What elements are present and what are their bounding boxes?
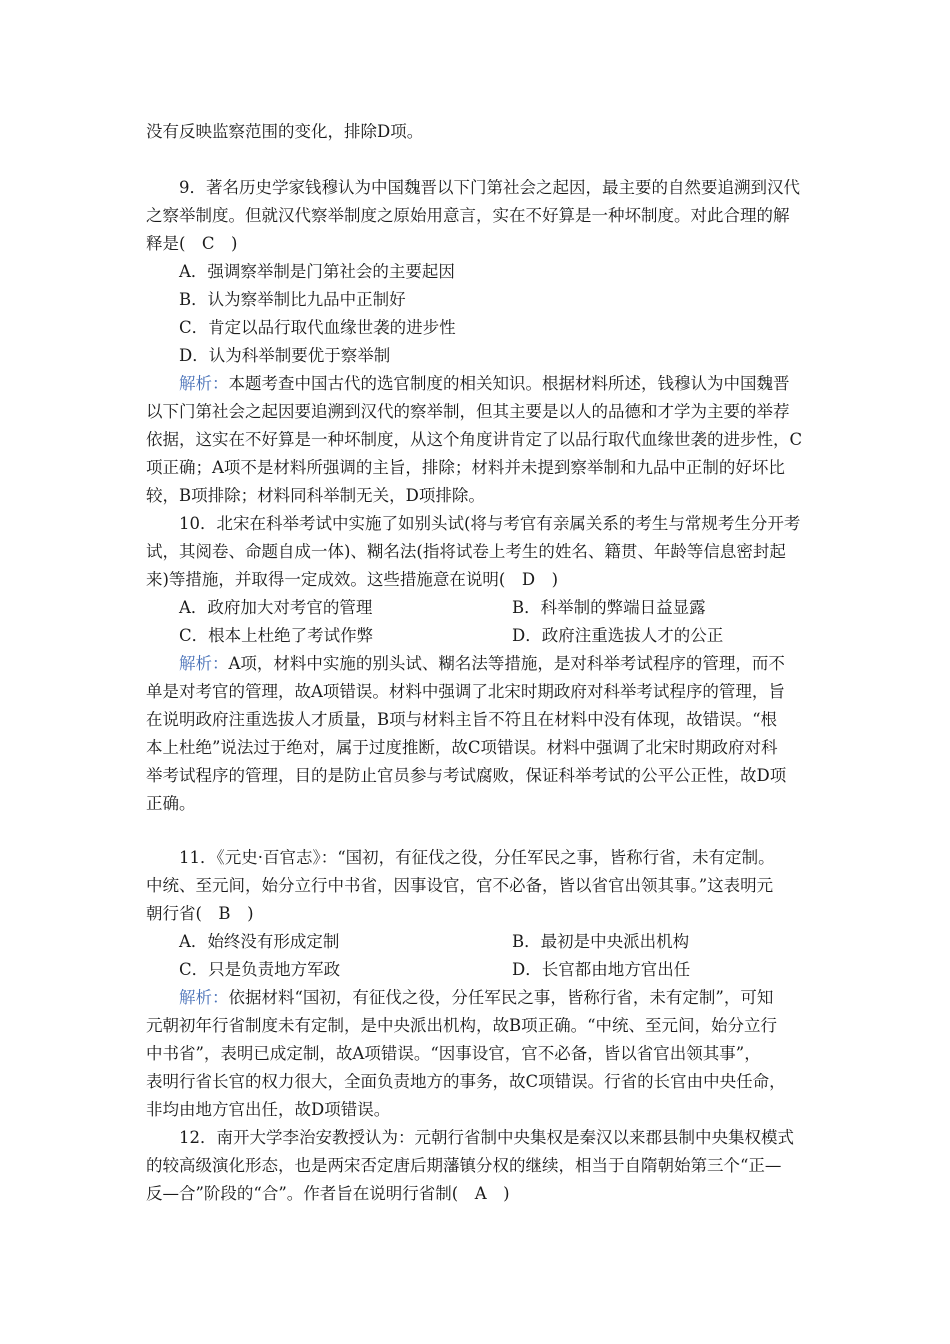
text-line: 11．《元史·百官志》：“国初，有征伐之役，分任军民之事，皆称行省，未有定制。 xyxy=(179,848,775,867)
text-line xyxy=(146,650,814,678)
text-line: 释是( C ) xyxy=(146,234,238,253)
analysis-text: 本题考查中国古代的选官制度的相关知识。根据材料所述，钱穆认为中国魏晋 xyxy=(228,374,790,393)
text-line xyxy=(146,984,814,1012)
option-a: A．强调察举制是门第社会的主要起因 xyxy=(179,262,455,281)
option-a: A．始终没有形成定制 xyxy=(179,932,340,951)
question-9-stem xyxy=(146,174,814,258)
text-line xyxy=(146,370,814,398)
text-line: 元朝初年行省制度未有定制，是中央派出机构，故B项正确。“中统、至元间，始分立行 xyxy=(146,1016,778,1035)
question-11-stem xyxy=(146,844,814,928)
question-10-analysis xyxy=(146,650,814,818)
option-d: D．政府注重选拔人才的公正 xyxy=(512,626,724,645)
text-line: 本上杜绝”说法过于绝对，属于过度推断，故C项错误。材料中强调了北宋时期政府对科 xyxy=(146,738,778,757)
text-line: 单是对考官的管理，故A项错误。材料中强调了北宋时期政府对科举考试程序的管理，旨 xyxy=(146,682,785,701)
question-10-stem xyxy=(146,510,814,594)
text-line: 来)等措施，并取得一定成效。这些措施意在说明( D ) xyxy=(146,570,559,589)
text-line: 之察举制度。但就汉代察举制度之原始用意言，实在不好算是一种坏制度。对此合理的解 xyxy=(146,206,790,225)
option-c: C．根本上杜绝了考试作弊 xyxy=(179,626,374,645)
text-line: 9．著名历史学家钱穆认为中国魏晋以下门第社会之起因，最主要的自然要追溯到汉代 xyxy=(179,178,800,197)
text-line: 的较高级演化形态，也是两宋否定唐后期藩镇分权的继续，相当于自隋朝始第三个“正— xyxy=(146,1156,782,1175)
text-line: 反—合”阶段的“合”。作者旨在说明行省制( A ) xyxy=(146,1184,510,1203)
text-line: 依据，这实在不好算是一种坏制度，从这个角度讲肯定了以品行取代血缘世袭的进步性，C xyxy=(146,430,803,449)
text-line: 项正确；A项不是材料所强调的主旨，排除；材料并未提到察举制和九品中正制的好坏比 xyxy=(146,458,785,477)
intro-text xyxy=(146,118,814,146)
question-9-options xyxy=(146,258,814,370)
text-line: 12．南开大学李治安教授认为：元朝行省制中央集权是秦汉以来郡县制中央集权模式 xyxy=(179,1128,794,1147)
text-line: 表明行省长官的权力很大，全面负责地方的事务，故C项错误。行省的长官由中央任命， xyxy=(146,1072,786,1091)
text-line: 没有反映监察范围的变化，排除D项。 xyxy=(146,122,424,141)
text-line: 较，B项排除；材料同科举制无关，D项排除。 xyxy=(146,486,485,505)
text-line: 在说明政府注重选拔人才质量，B项与材料主旨不符且在材料中没有体现，故错误。“根 xyxy=(146,710,778,729)
question-9-analysis xyxy=(146,370,814,510)
analysis-label: 解析： xyxy=(179,374,229,393)
text-line: 中书省”，表明已成定制，故A项错误。“因事设官，官不必备，皆以省官出领其事”， xyxy=(146,1044,761,1063)
option-c: C．肯定以品行取代血缘世袭的进步性 xyxy=(179,318,456,337)
question-12-stem xyxy=(146,1124,814,1208)
text-line: 朝行省( B ) xyxy=(146,904,254,923)
text-line: 以下门第社会之起因要追溯到汉代的察举制，但其主要是以人的品德和才学为主要的举荐 xyxy=(146,402,790,421)
option-c: C．只是负责地方军政 xyxy=(179,960,341,979)
option-b: B．最初是中央派出机构 xyxy=(512,932,690,951)
text-line: 正确。 xyxy=(146,794,196,813)
question-11-analysis xyxy=(146,984,814,1124)
text-line: 试，其阅卷、命题自成一体)、糊名法(指将试卷上考生的姓名、籍贯、年龄等信息密封起 xyxy=(146,542,786,561)
text-line: 中统、至元间，始分立行中书省，因事设官，官不必备，皆以省官出领其事。”这表明元 xyxy=(146,876,774,895)
text-line: 举考试程序的管理，目的是防止官员参与考试腐败，保证科举考试的公平公正性，故D项 xyxy=(146,766,787,785)
text-line: 10．北宋在科举考试中实施了如别头试(将与考官有亲属关系的考生与常规考生分开考 xyxy=(179,514,801,533)
analysis-label: 解析： xyxy=(179,654,229,673)
analysis-text: A项，材料中实施的别头试、糊名法等措施，是对科举考试程序的管理，而不 xyxy=(228,654,785,673)
option-d: D．长官都由地方官出任 xyxy=(512,960,691,979)
option-b: B．科举制的弊端日益显露 xyxy=(512,598,706,617)
analysis-label: 解析： xyxy=(179,988,229,1007)
option-b: B．认为察举制比九品中正制好 xyxy=(179,290,406,309)
text-line: 非均由地方官出任，故D项错误。 xyxy=(146,1100,391,1119)
option-d: D．认为科举制要优于察举制 xyxy=(179,346,391,365)
option-a: A．政府加大对考官的管理 xyxy=(179,598,373,617)
analysis-text: 依据材料“国初，有征伐之役，分任军民之事，皆称行省，未有定制”，可知 xyxy=(228,988,774,1007)
